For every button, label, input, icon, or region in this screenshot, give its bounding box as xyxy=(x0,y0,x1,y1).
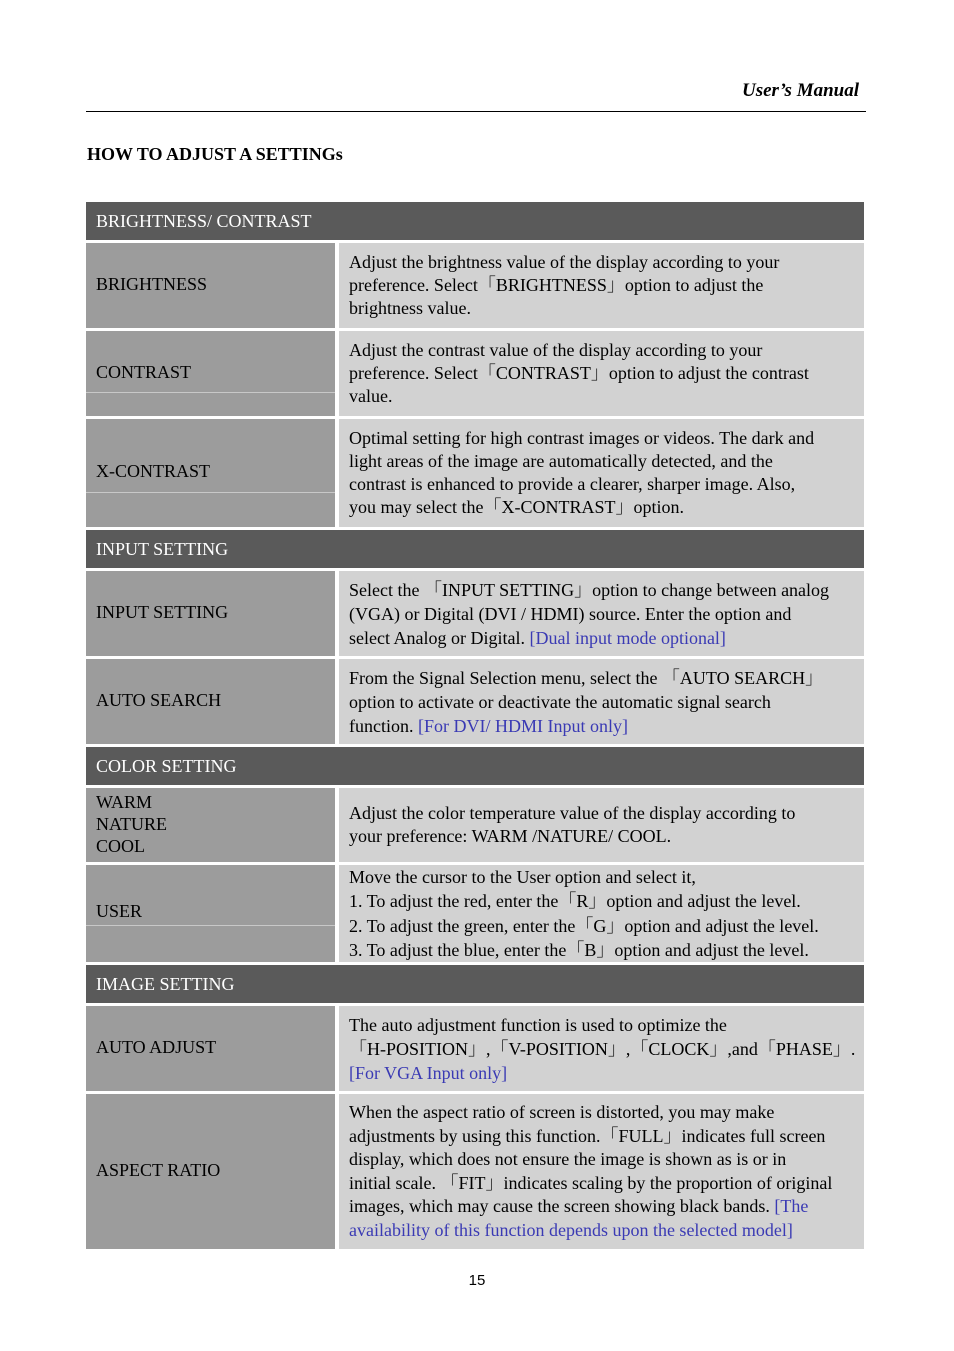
row-label-user: USER xyxy=(86,865,335,962)
row-auto-search xyxy=(86,659,864,744)
header-rule xyxy=(86,111,866,112)
row-auto-adjust xyxy=(86,1006,864,1091)
section-header-brightness-contrast: BRIGHTNESS/ CONTRAST xyxy=(86,202,864,240)
note-dvi-hdmi-only: [For DVI/ HDMI Input only] xyxy=(418,715,628,736)
row-description-color-presets: Adjust the color temperature value of the display according to your preference: WARM /NATURE/ COOL. xyxy=(339,788,864,862)
section-header-image-setting: IMAGE SETTING xyxy=(86,965,864,1003)
settings-table xyxy=(86,202,864,1252)
row-label-input-setting: INPUT SETTING xyxy=(86,571,335,656)
row-label-color-presets: WARM NATURE COOL xyxy=(86,788,335,862)
row-label-contrast: CONTRAST xyxy=(86,331,335,416)
note-model-availability: [The xyxy=(774,1196,809,1216)
row-description-auto-search: From the Signal Selection menu, select the 「AUTO SEARCH」 option to activate or deactivate the automatic signal search function. [For DVI/ HDMI Input only] xyxy=(339,659,864,744)
page-heading: HOW TO ADJUST A SETTINGs xyxy=(87,144,343,164)
row-contrast xyxy=(86,331,864,416)
row-aspect-ratio xyxy=(86,1094,864,1249)
section-header-input-setting: INPUT SETTING xyxy=(86,530,864,568)
row-description-user: Move the cursor to the User option and select it, 1. To adjust the red, enter the「R」option and adjust the level. 2. To adjust the green, enter the「G」option and adjust the level. 3. To adjust the blue, enter the「B」option and adjust the level. xyxy=(339,865,864,962)
row-color-presets xyxy=(86,788,864,862)
row-label-brightness: BRIGHTNESS xyxy=(86,243,335,328)
note-model-availability-cont: availability of this function depends upon the selected model] xyxy=(349,1219,793,1240)
row-description-contrast: Adjust the contrast value of the display according to your preference. Select「CONTRAST」option to adjust the contrast value. xyxy=(339,331,864,416)
note-dual-input: [Dual input mode optional] xyxy=(529,627,726,648)
row-description-aspect-ratio: When the aspect ratio of screen is distorted, you may make adjustments by using this function.「FULL」indicates full screen display, which does not ensure the image is shown as is or in initial scale. 「FIT」indicates scaling by the proportion of original images, which may cause the screen showing black bands. [The availability of this function depends upon the selected model] xyxy=(339,1094,864,1249)
page-number: 15 xyxy=(468,1272,486,1289)
row-x-contrast xyxy=(86,419,864,527)
header-title: User’s Manual xyxy=(741,80,859,101)
label-divider xyxy=(86,392,335,393)
row-label-auto-search: AUTO SEARCH xyxy=(86,659,335,744)
row-label-auto-adjust: AUTO ADJUST xyxy=(86,1006,335,1091)
row-label-aspect-ratio: ASPECT RATIO xyxy=(86,1094,335,1249)
note-vga-only: [For VGA Input only] xyxy=(349,1062,508,1083)
label-divider xyxy=(86,925,335,926)
row-label-x-contrast: X-CONTRAST xyxy=(86,419,335,527)
label-divider xyxy=(86,492,335,493)
row-description-x-contrast: Optimal setting for high contrast images or videos. The dark and light areas of the image are automatically detected, and the contrast is enhanced to provide a clearer, sharper image. Also, you may select the「X-CONTRAST」option. xyxy=(339,419,864,527)
section-header-color-setting: COLOR SETTING xyxy=(86,747,864,785)
row-description-input-setting: Select the 「INPUT SETTING」option to change between analog (VGA) or Digital (DVI / HDMI) source. Enter the option and select Analog or Digital. [Dual input mode optional] xyxy=(339,571,864,656)
row-input-setting xyxy=(86,571,864,656)
row-description-brightness: Adjust the brightness value of the display according to your preference. Select「BRIGHTNESS」option to adjust the brightness value. xyxy=(339,243,864,328)
row-description-auto-adjust: The auto adjustment function is used to optimize the 「H-POSITION」,「V-POSITION」,「CLOCK」,and「PHASE」. [For VGA Input only] xyxy=(339,1006,864,1091)
row-brightness xyxy=(86,243,864,328)
row-user xyxy=(86,865,864,962)
